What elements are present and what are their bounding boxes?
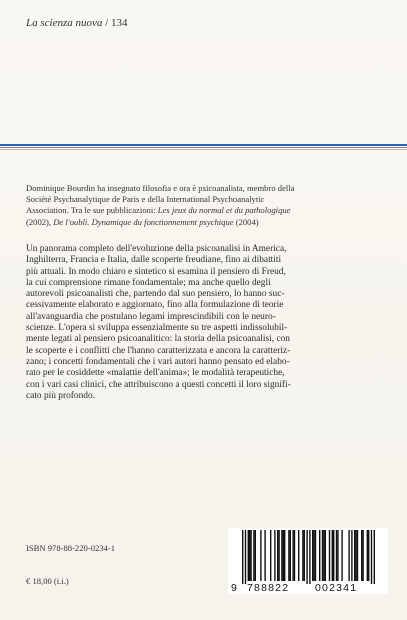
barcode-digits-left: 788822 xyxy=(247,582,290,594)
blue-rule-bottom xyxy=(0,149,407,150)
barcode-bar xyxy=(336,530,337,581)
barcode-bar xyxy=(274,530,275,581)
barcode-bar xyxy=(315,530,316,581)
barcode-bar xyxy=(242,530,243,584)
barcode-bar xyxy=(325,530,326,581)
barcode-bars xyxy=(228,528,388,584)
barcode-bar xyxy=(302,530,303,581)
barcode-bar xyxy=(367,530,368,581)
bio-text: (2004) xyxy=(233,216,259,227)
blurb-line: Un panorama completo dell'evoluzione della psicoanalisi in America, xyxy=(26,244,287,254)
blurb-line: zano; i concetti fondamentali che i vari autori hanno pensato ed elabo- xyxy=(26,356,290,367)
barcode-bar xyxy=(357,530,358,581)
barcode-bar xyxy=(255,530,256,581)
barcode-bar xyxy=(337,530,338,581)
blue-rule-middle xyxy=(0,147,407,148)
barcode-bar xyxy=(313,530,314,581)
barcode-bar xyxy=(374,530,375,584)
bio-title-italic: De l'oubli. Dynamique du fonctionnement psychique xyxy=(53,216,234,227)
bio-line xyxy=(26,205,386,216)
barcode-bar xyxy=(309,530,310,584)
blurb-line: con i vari casi clinici, che attribuiscono a questi concetti il loro signifi- xyxy=(26,379,291,390)
blurb-line: cessivamente elaborato e aggiornato, fino alla formulazione di teorie xyxy=(26,300,284,311)
barcode-bar xyxy=(278,530,279,581)
barcode-bar xyxy=(281,530,282,581)
barcode-bar xyxy=(329,530,330,581)
barcode-bar xyxy=(264,530,265,581)
barcode-bar xyxy=(294,530,295,581)
blurb-line: mente legati al pensiero psicoanalitico: la storia della psicoanalisi, con xyxy=(26,334,290,345)
barcode-bar xyxy=(290,530,291,581)
barcode-bar xyxy=(354,530,355,581)
barcode-bar xyxy=(351,530,352,581)
barcode-bar xyxy=(249,530,250,581)
barcode-bar xyxy=(288,530,289,581)
barcode-digits xyxy=(228,582,388,594)
price-label: € 18,00 (i.i.) xyxy=(26,576,69,586)
blurb-line: più attuali. In modo chiaro e sintetico si esamina il pensiero di Freud, xyxy=(26,266,286,277)
barcode-bar xyxy=(270,530,271,581)
bio-title-italic: Les jeux du normal et du pathologique xyxy=(157,205,291,216)
barcode-bar xyxy=(362,530,363,581)
blurb-line: autorevoli psicoanalisti che, partendo dal suo pensiero, lo hanno suc- xyxy=(26,289,285,300)
series-label xyxy=(26,17,127,29)
isbn-label: ISBN 978-88-220-0234-1 xyxy=(26,543,116,553)
barcode-bar xyxy=(245,530,246,584)
series-number: 134 xyxy=(110,17,128,29)
blurb-line: all'avanguardia che postulano legami imprescindibili con le neuro- xyxy=(26,311,276,322)
barcode-bar xyxy=(283,530,284,581)
barcode-bar xyxy=(355,530,356,581)
barcode-bar xyxy=(323,530,324,581)
bio-line xyxy=(26,217,386,228)
bio-text: (2002), xyxy=(26,216,54,227)
blurb-line: scienze. L'opera si sviluppa essenzialmente su tre aspetti indissolubil- xyxy=(26,323,288,334)
barcode-bar xyxy=(368,530,369,581)
blurb-line: Inghilterra, Francia e Italia, dalle scoperte freudiane, fino ai dibattiti xyxy=(26,255,282,266)
bio-line: Société Psychanalytique de Paris e della International Psychoanalytic xyxy=(26,194,265,205)
barcode-bar xyxy=(260,530,261,581)
barcode-bar xyxy=(284,530,285,581)
barcode-bar xyxy=(341,530,342,581)
barcode-digits-right: 002341 xyxy=(315,582,358,594)
isbn-barcode xyxy=(228,528,388,594)
barcode-bar xyxy=(322,530,323,581)
author-bio xyxy=(26,183,386,228)
blurb-line: rato per le cosiddette «malattie dell'anima»; le modalità terapeutiche, xyxy=(26,368,285,379)
book-blurb xyxy=(26,244,388,402)
bio-line: Dominique Bourdin ha insegnato filosofia e ora è psicoanalista, membro della xyxy=(26,183,295,193)
barcode-bar xyxy=(277,530,278,581)
barcode-bar xyxy=(253,530,254,581)
blue-rule-top xyxy=(0,144,407,146)
barcode-bar xyxy=(306,530,307,584)
barcode-bar xyxy=(248,530,249,581)
blurb-line: la cui comprensione rimane fondamentale; ma anche quello degli xyxy=(26,277,271,288)
barcode-bar xyxy=(250,530,251,581)
barcode-bar xyxy=(332,530,333,581)
barcode-bar xyxy=(298,530,299,581)
barcode-bar xyxy=(319,530,320,581)
blurb-line: le scoperte e i conflitti che l'hanno caratterizzata e ancora la caratteriz- xyxy=(26,345,291,356)
barcode-bar xyxy=(312,530,313,581)
bio-text: Association. Tra le sue pubblicazioni: xyxy=(26,205,158,216)
blurb-line: cato più profondo. xyxy=(26,390,95,401)
barcode-bar xyxy=(371,530,372,584)
barcode-digit-first: 9 xyxy=(231,582,237,594)
barcode-bar xyxy=(333,530,334,581)
barcode-bar xyxy=(292,530,293,581)
barcode-bar xyxy=(361,530,362,581)
barcode-bar xyxy=(304,530,305,581)
barcode-bar xyxy=(348,530,349,581)
series-name: La scienza nuova xyxy=(26,17,103,29)
series-separator: / xyxy=(102,17,111,29)
